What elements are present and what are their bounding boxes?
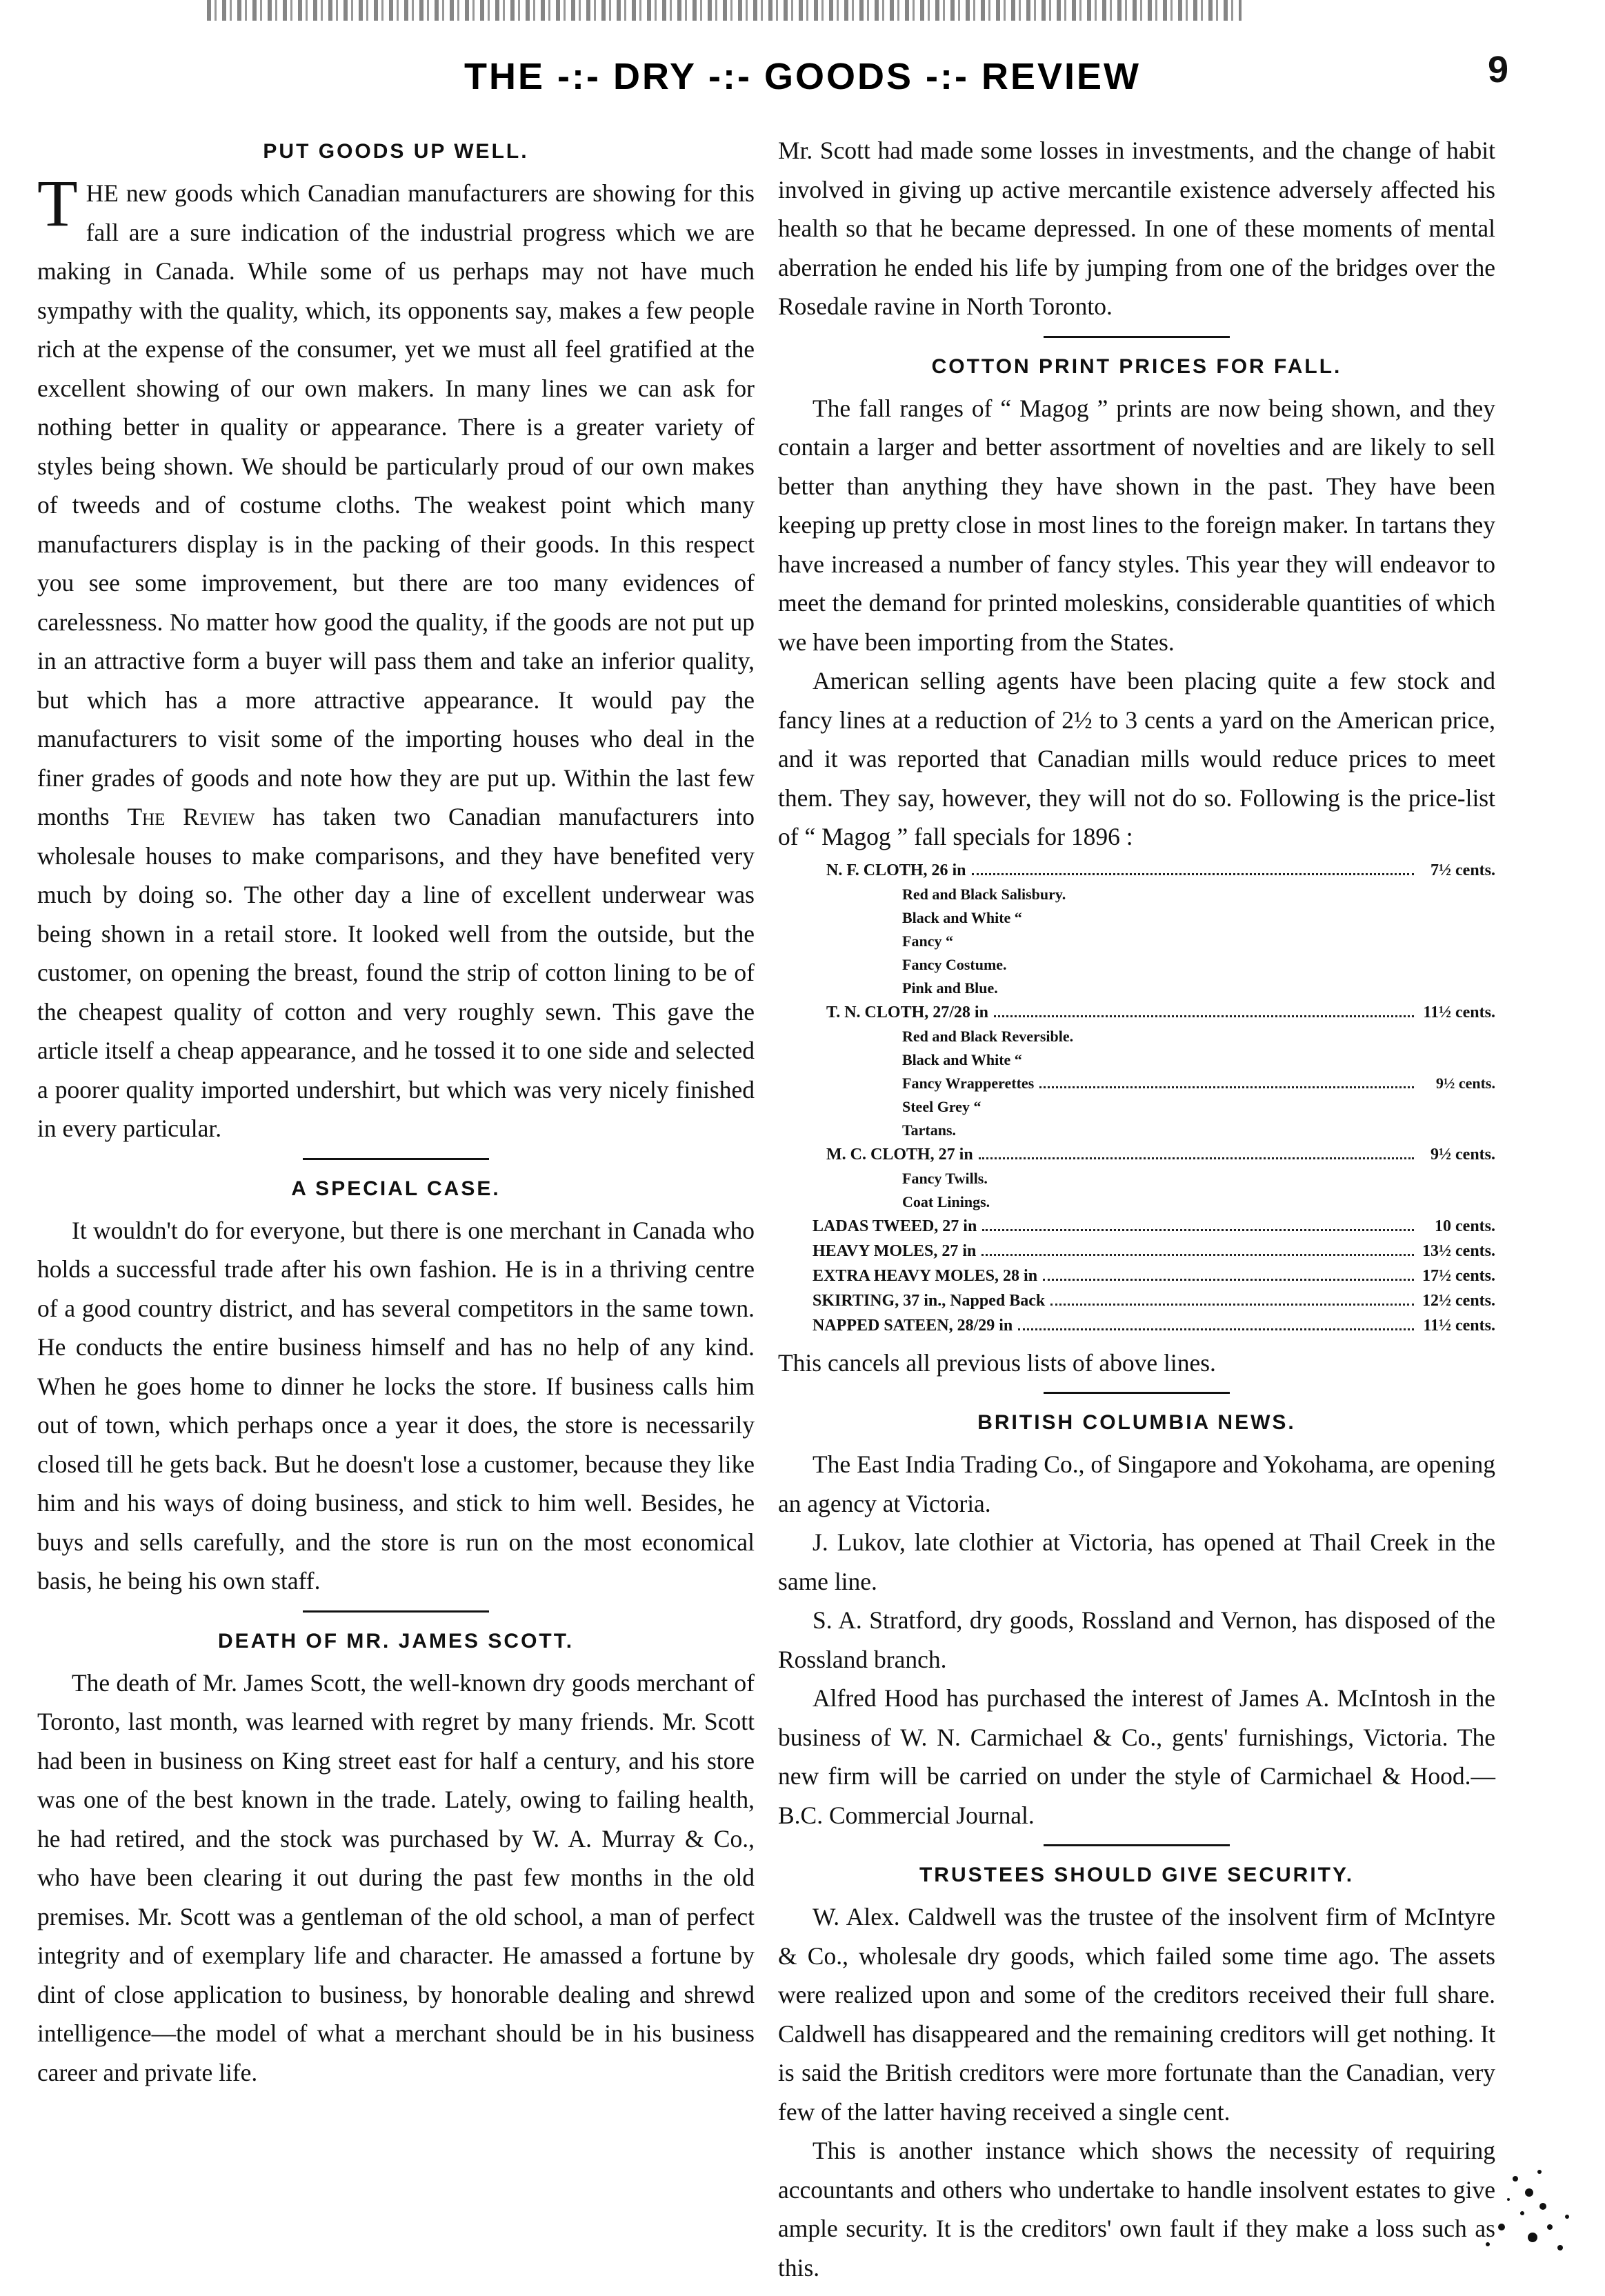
price-list-subitem: Black and White “	[902, 1050, 1022, 1068]
right-column	[778, 131, 1495, 2287]
article-body-special-case: It wouldn't do for everyone, but there is one merchant in Canada who holds a successful trade after his own fashion. He is in a thriving centre of a good country district, and has several competitors in the same town. He conducts the entire business himself and has no help of any kind. When he goes home to dinner he locks the store. If business calls him out of town, which perhaps once a year it does, the store is necessarily closed till he gets back. But he doesn't lose a customer, because they like him and his ways of doing business, and stick to him well. Besides, he buys and sells carefully, and the store is run on the most economical basis, he being his own staff.	[37, 1216, 755, 1595]
paragraph: J. Lukov, late clothier at Victoria, has opened at Thail Creek in the same line.	[778, 1528, 1495, 1595]
paragraph: The fall ranges of “ Magog ” prints are now being shown, and they contain a larger and better assortment of novelties and are likely to sell better than anything they have shown in the past. They have been keeping up pretty close in most lines to the foreign maker. In tartans they have increased a number of fancy styles. This year they will endeavor to meet the demand for printed moleskins, considerable quantities of which we have been importing from the States.	[778, 394, 1495, 656]
price-list-row: T. N. CLOTH, 27/28 in 11½ cents.	[826, 1003, 1495, 1021]
article-heading-british-columbia-news: BRITISH COLUMBIA NEWS.	[977, 1411, 1296, 1434]
left-column	[37, 131, 755, 2092]
price-list	[813, 858, 1495, 1338]
section-divider	[303, 1610, 489, 1613]
price-list-row: EXTRA HEAVY MOLES, 28 in 17½ cents.	[813, 1266, 1495, 1285]
drop-cap: T	[37, 166, 78, 240]
paragraph: The East India Trading Co., of Singapore and Yokohama, are opening an agency at Victoria.	[778, 1450, 1495, 1517]
price-list-row: LADAS TWEED, 27 in 10 cents.	[813, 1217, 1495, 1235]
price-list-subitem: Fancy Costume.	[902, 955, 1007, 973]
scan-speckle-artifact	[1412, 2151, 1577, 2262]
price-list-subitem: Red and Black Salisbury.	[902, 885, 1066, 903]
price-list-row: NAPPED SATEEN, 28/29 in 11½ cents.	[813, 1316, 1495, 1335]
section-divider	[1044, 1392, 1230, 1394]
price-list-subitem: Red and Black Reversible.	[902, 1027, 1074, 1045]
paragraph: American selling agents have been placing quite a few stock and fancy lines at a reduction of 2½ to 3 cents a yard on the American price, and it was reported that Canadian mills would reduce prices to meet them. They say, however, they will not do so. Following is the price-list of “ Magog ” fall specials for 1896 :	[778, 667, 1495, 850]
paragraph: This cancels all previous lists of above lines.	[778, 1348, 1216, 1377]
price-list-row: HEAVY MOLES, 27 in 13½ cents.	[813, 1241, 1495, 1260]
article-heading-death-of-james-scott: DEATH OF MR. JAMES SCOTT.	[217, 1629, 575, 1653]
section-divider	[303, 1158, 489, 1160]
article-heading-trustees-security: TRUSTEES SHOULD GIVE SECURITY.	[919, 1864, 1355, 1886]
page-number: 9	[1487, 49, 1508, 90]
price-list-subitem: Fancy Wrapperettes 9½ cents.	[902, 1074, 1495, 1092]
price-list-subitem: Tartans.	[902, 1121, 957, 1139]
price-list-subitem: Fancy “	[902, 932, 953, 950]
section-divider	[1044, 1844, 1230, 1846]
scan-edge-artifact	[207, 0, 1242, 21]
price-list-row: M. C. CLOTH, 27 in 9½ cents.	[826, 1145, 1495, 1164]
article-heading-special-case: A SPECIAL CASE.	[291, 1177, 501, 1200]
paragraph-text: HE new goods which Canadian manufacturers are showing for this fall are a sure indication of the industrial progress which we are making in Canada. While some of us perhaps may not have much sympathy with the quality, which, its opponents say, makes a few people rich at the expense of the consumer, yet we must all feel gratified at the excellent showing of our own makers. In many lines we can ask for nothing better in quality or appearance. There is a greater variety of styles being shown. We should be particularly proud of our own makes of tweeds and of costume cloths. The weakest point which many manufacturers display is in the packing of their goods. In this respect you see some improvement, but there are too many evidences of carelessness. No matter how good the quality, if the goods are not put up in an attractive form a buyer will pass them and take an inferior quality, but which has a more attractive appearance. It would pay the manufacturers to visit some of the importing houses who deal in the finer grades of goods and note how they are put up. Within the last few months	[37, 179, 755, 830]
article-heading-cotton-print-prices: COTTON PRINT PRICES FOR FALL.	[931, 355, 1342, 378]
paragraph: W. Alex. Caldwell was the trustee of the insolvent firm of McIntyre & Co., wholesale dry goods, which failed some time ago. The assets were realized upon and some of the creditors received their full share. Caldwell has disappeared and the remaining creditors will get nothing. It is said the British creditors were more fortunate than the Canadian, very few of the latter having received a single cent.	[778, 1903, 1495, 2126]
paragraph: S. A. Stratford, dry goods, Rossland and Vernon, has disposed of the Rossland branch.	[778, 1606, 1495, 1673]
price-list-subitem: Pink and Blue.	[902, 979, 998, 997]
article-body-put-goods-up-well	[37, 166, 755, 1148]
publication-name: The Review	[127, 803, 255, 830]
price-list-subitem: Fancy Twills.	[902, 1169, 988, 1187]
article-body-death-of-james-scott: The death of Mr. James Scott, the well-known dry goods merchant of Toronto, last month, was learned with regret by many friends. Mr. Scott had been in business on King street east for half a century, and his store was one of the best known in the trade. Lately, owing to failing health, he had retired, and the stock was purchased by W. A. Murray & Co., who have been clearing it out during the past few months in the old premises. Mr. Scott was a gentleman of the old school, a man of perfect integrity and of exemplary life and character. He amassed a fortune by dint of close application to business, by honorable dealing and shrewd intelligence—the model of what a merchant should be in his business career and private life.	[37, 1668, 755, 2086]
price-list-row: N. F. CLOTH, 26 in 7½ cents.	[826, 861, 1495, 879]
price-list-subitem: Steel Grey “	[902, 1097, 981, 1115]
price-list-subitem: Coat Linings.	[902, 1192, 990, 1210]
article-continuation-james-scott: Mr. Scott had made some losses in investments, and the change of habit involved in giving up active mercantile existence adversely affected his health so that he became depressed. In one of these moments of mental aberration he ended his life by jumping from one of the bridges over the Rosedale ravine in North Toronto.	[778, 137, 1495, 320]
paragraph-text: has taken two Canadian manufacturers into wholesale houses to make comparisons, and they have benefited very much by doing so. The other day a line of excellent underwear was being shown in a retail store. It looked well from the outside, but the customer, on opening the breast, found the strip of cotton lining to be of the cheapest quality of cotton and very roughly sewn. This gave the article itself a cheap appearance, and he tossed it to one side and selected a poorer quality imported undershirt, but which was very nicely finished in every particular.	[37, 803, 755, 1142]
price-list-subitem: Black and White “	[902, 908, 1022, 926]
paragraph: Alfred Hood has purchased the interest of James A. McIntosh in the business of W. N. Carmichael & Co., gents' furnishings, Victoria. The new firm will be carried on under the style of Carmichael & Hood.—B.C. Commercial Journal.	[778, 1684, 1495, 1829]
masthead: THE -:- DRY -:- GOODS -:- REVIEW	[464, 56, 1141, 97]
article-heading-put-goods-up-well: PUT GOODS UP WELL.	[263, 140, 529, 163]
price-list-row: SKIRTING, 37 in., Napped Back 12½ cents.	[813, 1291, 1495, 1310]
paragraph: This is another instance which shows the necessity of requiring accountants and others who undertake to handle insolvent estates to give ample security. It is the creditors' own fault if they make a loss such as this.	[778, 2137, 1495, 2282]
section-divider	[1044, 336, 1230, 338]
